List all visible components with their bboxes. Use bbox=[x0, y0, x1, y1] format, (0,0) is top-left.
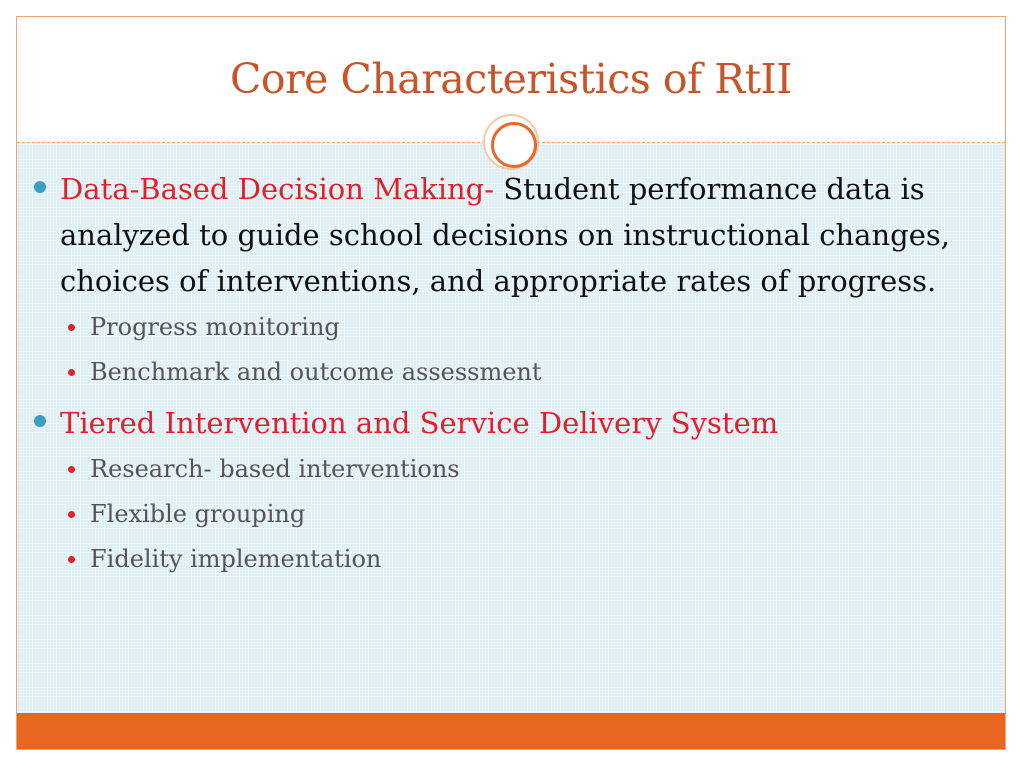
ring-icon bbox=[491, 122, 537, 168]
sub-bullet-text: Progress monitoring bbox=[90, 313, 340, 341]
sub-bullet-text: Fidelity implementation bbox=[90, 545, 382, 573]
bullet-lead: Tiered Intervention and Service Delivery System bbox=[60, 406, 779, 440]
sub-bullet bbox=[30, 497, 960, 531]
bullet-dot-icon bbox=[34, 415, 46, 427]
bullet-list bbox=[30, 166, 960, 587]
circle-ornament-icon bbox=[483, 114, 539, 170]
sub-bullet bbox=[30, 452, 960, 486]
sub-bullet-dot-icon bbox=[68, 556, 75, 563]
sub-bullet bbox=[30, 355, 960, 389]
sub-bullet-text: Flexible grouping bbox=[90, 500, 306, 528]
sub-bullet-dot-icon bbox=[68, 369, 75, 376]
sub-bullet-text: Benchmark and outcome assessment bbox=[90, 358, 542, 386]
sub-bullet-dot-icon bbox=[68, 324, 75, 331]
sub-bullet-dot-icon bbox=[68, 466, 75, 473]
bullet-data-based-decision bbox=[30, 166, 960, 304]
footer-bar bbox=[17, 713, 1005, 749]
bullet-tiered-intervention bbox=[30, 400, 960, 446]
sub-bullet bbox=[30, 310, 960, 344]
sub-bullet bbox=[30, 542, 960, 576]
bullet-dot-icon bbox=[34, 181, 46, 193]
slide-title: Core Characteristics of RtII bbox=[230, 55, 792, 103]
sub-bullet-dot-icon bbox=[68, 511, 75, 518]
bullet-text: Student performance data is analyzed to guide school decisions on instructional changes, choices of interventions, and appropriate rates of progress. bbox=[60, 172, 950, 298]
sub-bullet-text: Research- based interventions bbox=[90, 455, 460, 483]
bullet-lead: Data-Based Decision Making- bbox=[60, 172, 495, 206]
